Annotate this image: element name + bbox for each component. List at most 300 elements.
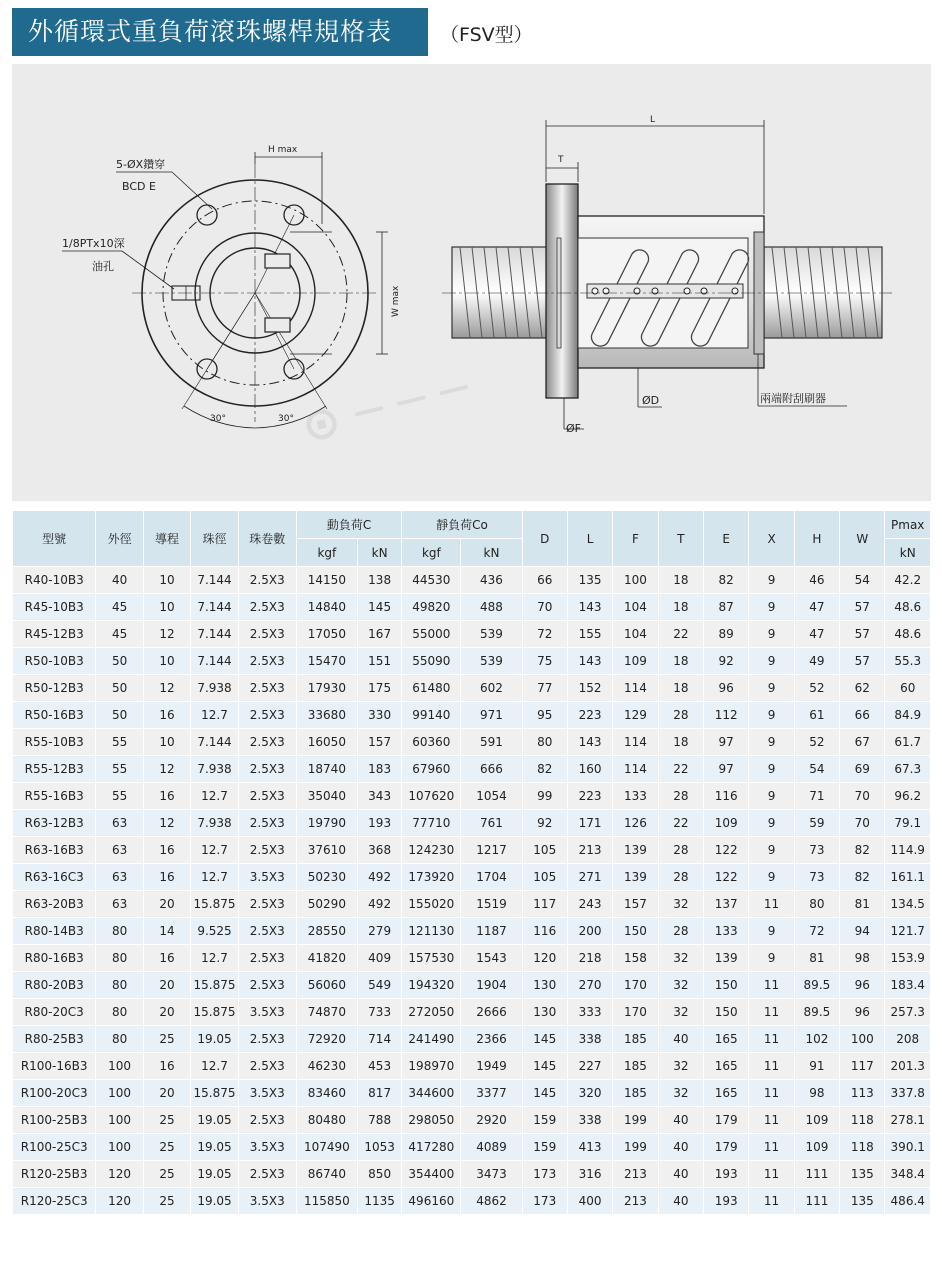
table-cell: 165	[704, 1053, 749, 1080]
table-cell: 61	[794, 702, 839, 729]
table-cell: 175	[357, 675, 401, 702]
table-cell: 104	[613, 621, 658, 648]
table-cell: 2.5X3	[238, 810, 296, 837]
table-row	[13, 567, 931, 594]
angle-left-label: 30°	[210, 414, 226, 424]
table-cell: 549	[357, 972, 401, 999]
table-cell: 173	[522, 1188, 567, 1215]
holes-label: 5-ØX鑽穿	[116, 158, 166, 171]
table-row	[13, 864, 931, 891]
model-cell: R63-20B3	[13, 891, 96, 918]
table-cell: 117	[840, 1053, 885, 1080]
col-header-pmax: Pmax	[885, 511, 931, 539]
table-cell: 40	[658, 1107, 703, 1134]
table-cell: 179	[704, 1107, 749, 1134]
col-header-h: H	[794, 511, 839, 567]
table-cell: 22	[658, 756, 703, 783]
table-cell: 70	[840, 810, 885, 837]
table-cell: 2.5X3	[238, 1053, 296, 1080]
table-cell: 213	[613, 1161, 658, 1188]
table-cell: 150	[704, 972, 749, 999]
table-cell: 72920	[296, 1026, 357, 1053]
table-cell: 1543	[461, 945, 522, 972]
table-cell: 109	[794, 1107, 839, 1134]
table-cell: 1217	[461, 837, 522, 864]
table-cell: 109	[613, 648, 658, 675]
table-cell: 16	[143, 945, 190, 972]
table-cell: 17930	[296, 675, 357, 702]
table-cell: 10	[143, 729, 190, 756]
table-cell: 16	[143, 702, 190, 729]
table-cell: 95	[522, 702, 567, 729]
table-cell: 9	[749, 621, 794, 648]
table-cell: 193	[704, 1161, 749, 1188]
table-cell: 46230	[296, 1053, 357, 1080]
table-cell: 124230	[402, 837, 461, 864]
table-cell: 409	[357, 945, 401, 972]
table-cell: 12	[143, 675, 190, 702]
table-cell: 9	[749, 729, 794, 756]
table-cell: 100	[96, 1134, 143, 1161]
table-cell: 12	[143, 756, 190, 783]
table-cell: 11	[749, 972, 794, 999]
table-row	[13, 648, 931, 675]
col-header-x: X	[749, 511, 794, 567]
table-cell: 3.5X3	[238, 1134, 296, 1161]
table-cell: 1053	[357, 1134, 401, 1161]
table-cell: 9	[749, 567, 794, 594]
table-cell: 183.4	[885, 972, 931, 999]
table-cell: 12.7	[191, 864, 238, 891]
table-cell: 11	[749, 891, 794, 918]
model-cell: R80-20C3	[13, 999, 96, 1026]
table-cell: 157	[357, 729, 401, 756]
table-cell: 1904	[461, 972, 522, 999]
table-cell: 145	[522, 1053, 567, 1080]
table-cell: 40	[658, 1161, 703, 1188]
table-cell: 82	[522, 756, 567, 783]
table-cell: 3.5X3	[238, 1188, 296, 1215]
table-cell: 20	[143, 1080, 190, 1107]
table-cell: 52	[794, 729, 839, 756]
table-cell: 57	[840, 594, 885, 621]
front-view	[62, 152, 388, 428]
table-cell: 63	[96, 864, 143, 891]
table-cell: 330	[357, 702, 401, 729]
table-cell: 105	[522, 837, 567, 864]
table-cell: 44530	[402, 567, 461, 594]
table-cell: 12.7	[191, 837, 238, 864]
table-cell: 17050	[296, 621, 357, 648]
table-cell: 120	[96, 1161, 143, 1188]
table-cell: 19.05	[191, 1161, 238, 1188]
table-cell: 10	[143, 567, 190, 594]
table-cell: 270	[567, 972, 612, 999]
model-cell: R100-20C3	[13, 1080, 96, 1107]
table-cell: 72	[522, 621, 567, 648]
wiper-label: 兩端附刮刷器	[760, 392, 826, 405]
table-cell: 11	[749, 1161, 794, 1188]
col-header-t: T	[658, 511, 703, 567]
table-cell: 539	[461, 648, 522, 675]
table-cell: 200	[567, 918, 612, 945]
table-cell: 19.05	[191, 1188, 238, 1215]
table-cell: 218	[567, 945, 612, 972]
table-cell: 66	[840, 702, 885, 729]
table-cell: 9	[749, 594, 794, 621]
col-subheader-dynamic-kgf: kgf	[296, 539, 357, 567]
model-cell: R40-10B3	[13, 567, 96, 594]
table-cell: 16050	[296, 729, 357, 756]
table-cell: 126	[613, 810, 658, 837]
table-cell: 96	[840, 999, 885, 1026]
table-cell: 98	[794, 1080, 839, 1107]
table-cell: 223	[567, 702, 612, 729]
table-cell: 539	[461, 621, 522, 648]
table-cell: 7.144	[191, 594, 238, 621]
table-cell: 100	[96, 1080, 143, 1107]
table-cell: 79.1	[885, 810, 931, 837]
table-cell: 42.2	[885, 567, 931, 594]
table-cell: 7.938	[191, 756, 238, 783]
table-cell: 145	[357, 594, 401, 621]
table-cell: 15.875	[191, 1080, 238, 1107]
table-cell: 1054	[461, 783, 522, 810]
table-cell: 72	[794, 918, 839, 945]
table-cell: 28550	[296, 918, 357, 945]
table-cell: 77710	[402, 810, 461, 837]
table-cell: 96	[704, 675, 749, 702]
l-dim-label: L	[650, 115, 656, 125]
model-cell: R55-16B3	[13, 783, 96, 810]
table-cell: 96.2	[885, 783, 931, 810]
table-row	[13, 675, 931, 702]
table-cell: 496160	[402, 1188, 461, 1215]
table-cell: 208	[885, 1026, 931, 1053]
table-cell: 161.1	[885, 864, 931, 891]
table-cell: 139	[704, 945, 749, 972]
table-cell: 151	[357, 648, 401, 675]
table-cell: 73	[794, 864, 839, 891]
table-cell: 761	[461, 810, 522, 837]
table-cell: 22	[658, 621, 703, 648]
table-cell: 16	[143, 783, 190, 810]
table-cell: 114	[613, 675, 658, 702]
table-cell: 159	[522, 1107, 567, 1134]
table-cell: 74870	[296, 999, 357, 1026]
table-cell: 9	[749, 945, 794, 972]
table-cell: 2.5X3	[238, 594, 296, 621]
col-header-w: W	[840, 511, 885, 567]
table-cell: 114.9	[885, 837, 931, 864]
table-cell: 3.5X3	[238, 999, 296, 1026]
table-cell: 69	[840, 756, 885, 783]
table-cell: 25	[143, 1134, 190, 1161]
table-cell: 12.7	[191, 702, 238, 729]
table-cell: 82	[704, 567, 749, 594]
table-cell: 63	[96, 810, 143, 837]
table-cell: 104	[613, 594, 658, 621]
table-cell: 338	[567, 1026, 612, 1053]
table-cell: 97	[704, 756, 749, 783]
table-cell: 279	[357, 918, 401, 945]
table-cell: 45	[96, 594, 143, 621]
table-cell: 201.3	[885, 1053, 931, 1080]
table-cell: 135	[567, 567, 612, 594]
table-cell: 102	[794, 1026, 839, 1053]
table-cell: 272050	[402, 999, 461, 1026]
table-cell: 83460	[296, 1080, 357, 1107]
table-cell: 47	[794, 621, 839, 648]
table-cell: 436	[461, 567, 522, 594]
table-cell: 135	[840, 1161, 885, 1188]
table-cell: 714	[357, 1026, 401, 1053]
table-cell: 80	[96, 1026, 143, 1053]
table-cell: 157	[613, 891, 658, 918]
table-cell: 50	[96, 675, 143, 702]
table-cell: 137	[704, 891, 749, 918]
table-cell: 3.5X3	[238, 864, 296, 891]
table-cell: 92	[704, 648, 749, 675]
table-cell: 165	[704, 1026, 749, 1053]
table-cell: 25	[143, 1188, 190, 1215]
table-cell: 100	[96, 1053, 143, 1080]
table-cell: 12.7	[191, 1053, 238, 1080]
table-cell: 41820	[296, 945, 357, 972]
table-cell: 2.5X3	[238, 783, 296, 810]
table-cell: 337.8	[885, 1080, 931, 1107]
table-cell: 40	[96, 567, 143, 594]
table-cell: 2666	[461, 999, 522, 1026]
table-cell: 130	[522, 972, 567, 999]
table-cell: 61.7	[885, 729, 931, 756]
table-cell: 121.7	[885, 918, 931, 945]
table-cell: 185	[613, 1026, 658, 1053]
table-cell: 11	[749, 999, 794, 1026]
table-cell: 257.3	[885, 999, 931, 1026]
table-cell: 320	[567, 1080, 612, 1107]
table-cell: 492	[357, 864, 401, 891]
table-cell: 59	[794, 810, 839, 837]
table-row	[13, 837, 931, 864]
table-cell: 193	[357, 810, 401, 837]
table-cell: 20	[143, 891, 190, 918]
table-cell: 9	[749, 810, 794, 837]
table-cell: 155020	[402, 891, 461, 918]
table-cell: 12	[143, 621, 190, 648]
table-cell: 2.5X3	[238, 945, 296, 972]
spec-table	[12, 510, 931, 1215]
table-cell: 57	[840, 621, 885, 648]
table-cell: 198970	[402, 1053, 461, 1080]
table-cell: 48.6	[885, 621, 931, 648]
table-cell: 2.5X3	[238, 756, 296, 783]
table-cell: 165	[704, 1080, 749, 1107]
table-cell: 87	[704, 594, 749, 621]
table-cell: 109	[704, 810, 749, 837]
table-cell: 9	[749, 864, 794, 891]
table-row	[13, 918, 931, 945]
table-cell: 130	[522, 999, 567, 1026]
h-max-label: H max	[268, 145, 298, 155]
table-cell: 62	[840, 675, 885, 702]
table-cell: 75	[522, 648, 567, 675]
table-cell: 118	[840, 1107, 885, 1134]
table-cell: 46	[794, 567, 839, 594]
table-cell: 129	[613, 702, 658, 729]
table-cell: 7.144	[191, 567, 238, 594]
table-cell: 3377	[461, 1080, 522, 1107]
table-cell: 116	[704, 783, 749, 810]
table-cell: 2.5X3	[238, 729, 296, 756]
table-cell: 10	[143, 594, 190, 621]
table-cell: 40	[658, 1134, 703, 1161]
table-cell: 32	[658, 945, 703, 972]
model-cell: R80-25B3	[13, 1026, 96, 1053]
table-cell: 591	[461, 729, 522, 756]
table-cell: 92	[522, 810, 567, 837]
table-cell: 2.5X3	[238, 702, 296, 729]
table-cell: 2.5X3	[238, 648, 296, 675]
table-cell: 54	[794, 756, 839, 783]
table-cell: 80	[96, 972, 143, 999]
model-cell: R50-10B3	[13, 648, 96, 675]
model-cell: R100-25B3	[13, 1107, 96, 1134]
table-row	[13, 729, 931, 756]
table-cell: 86740	[296, 1161, 357, 1188]
table-cell: 55.3	[885, 648, 931, 675]
table-row	[13, 594, 931, 621]
table-row	[13, 891, 931, 918]
table-cell: 96	[840, 972, 885, 999]
table-cell: 32	[658, 972, 703, 999]
table-row	[13, 1134, 931, 1161]
table-cell: 133	[613, 783, 658, 810]
table-cell: 15470	[296, 648, 357, 675]
table-cell: 145	[522, 1080, 567, 1107]
model-cell: R80-16B3	[13, 945, 96, 972]
col-header-f: F	[613, 511, 658, 567]
table-cell: 417280	[402, 1134, 461, 1161]
table-cell: 194320	[402, 972, 461, 999]
table-cell: 3.5X3	[238, 1080, 296, 1107]
table-cell: 28	[658, 864, 703, 891]
table-cell: 35040	[296, 783, 357, 810]
table-cell: 2.5X3	[238, 1161, 296, 1188]
oil-thread-label: 1/8PTx10深	[62, 237, 125, 250]
table-cell: 368	[357, 837, 401, 864]
side-view	[442, 120, 892, 429]
table-cell: 118	[840, 1134, 885, 1161]
table-row	[13, 1026, 931, 1053]
model-cell: R45-12B3	[13, 621, 96, 648]
table-cell: 60	[885, 675, 931, 702]
table-cell: 22	[658, 810, 703, 837]
table-cell: 50	[96, 702, 143, 729]
table-cell: 18	[658, 729, 703, 756]
model-cell: R100-16B3	[13, 1053, 96, 1080]
table-cell: 47	[794, 594, 839, 621]
table-cell: 18	[658, 594, 703, 621]
table-cell: 2366	[461, 1026, 522, 1053]
table-cell: 492	[357, 891, 401, 918]
table-cell: 32	[658, 1080, 703, 1107]
table-cell: 602	[461, 675, 522, 702]
table-cell: 413	[567, 1134, 612, 1161]
table-row	[13, 1161, 931, 1188]
table-cell: 122	[704, 837, 749, 864]
table-cell: 37610	[296, 837, 357, 864]
technical-drawing	[12, 64, 931, 501]
col-header-model: 型號	[13, 511, 96, 567]
model-cell: R120-25C3	[13, 1188, 96, 1215]
table-cell: 28	[658, 783, 703, 810]
spec-table-body	[13, 567, 931, 1215]
table-cell: 155	[567, 621, 612, 648]
table-cell: 55000	[402, 621, 461, 648]
model-cell: R80-14B3	[13, 918, 96, 945]
table-cell: 10	[143, 648, 190, 675]
table-cell: 453	[357, 1053, 401, 1080]
table-cell: 84.9	[885, 702, 931, 729]
table-cell: 733	[357, 999, 401, 1026]
table-cell: 80	[522, 729, 567, 756]
table-cell: 2920	[461, 1107, 522, 1134]
table-cell: 213	[613, 1188, 658, 1215]
table-cell: 67	[840, 729, 885, 756]
table-cell: 14840	[296, 594, 357, 621]
table-cell: 157530	[402, 945, 461, 972]
table-cell: 1949	[461, 1053, 522, 1080]
table-row	[13, 1053, 931, 1080]
table-cell: 55	[96, 756, 143, 783]
table-cell: 7.144	[191, 729, 238, 756]
table-cell: 56060	[296, 972, 357, 999]
table-cell: 111	[794, 1161, 839, 1188]
table-cell: 40	[658, 1026, 703, 1053]
table-cell: 354400	[402, 1161, 461, 1188]
table-cell: 850	[357, 1161, 401, 1188]
table-cell: 2.5X3	[238, 1107, 296, 1134]
table-cell: 9	[749, 756, 794, 783]
table-cell: 343	[357, 783, 401, 810]
table-cell: 19.05	[191, 1026, 238, 1053]
table-cell: 66	[522, 567, 567, 594]
table-cell: 18	[658, 648, 703, 675]
table-cell: 99140	[402, 702, 461, 729]
table-cell: 159	[522, 1134, 567, 1161]
table-cell: 1135	[357, 1188, 401, 1215]
table-cell: 18740	[296, 756, 357, 783]
table-cell: 11	[749, 1026, 794, 1053]
table-cell: 50230	[296, 864, 357, 891]
col-header-dynamic-load: 動負荷C	[296, 511, 402, 539]
oil-hole-label: 油孔	[92, 260, 114, 273]
table-cell: 139	[613, 837, 658, 864]
table-cell: 73	[794, 837, 839, 864]
table-cell: 9	[749, 783, 794, 810]
table-cell: 18	[658, 675, 703, 702]
table-cell: 666	[461, 756, 522, 783]
table-cell: 77	[522, 675, 567, 702]
table-cell: 12.7	[191, 783, 238, 810]
table-cell: 271	[567, 864, 612, 891]
table-cell: 9	[749, 837, 794, 864]
table-cell: 199	[613, 1134, 658, 1161]
table-cell: 25	[143, 1026, 190, 1053]
table-cell: 67960	[402, 756, 461, 783]
table-cell: 4089	[461, 1134, 522, 1161]
